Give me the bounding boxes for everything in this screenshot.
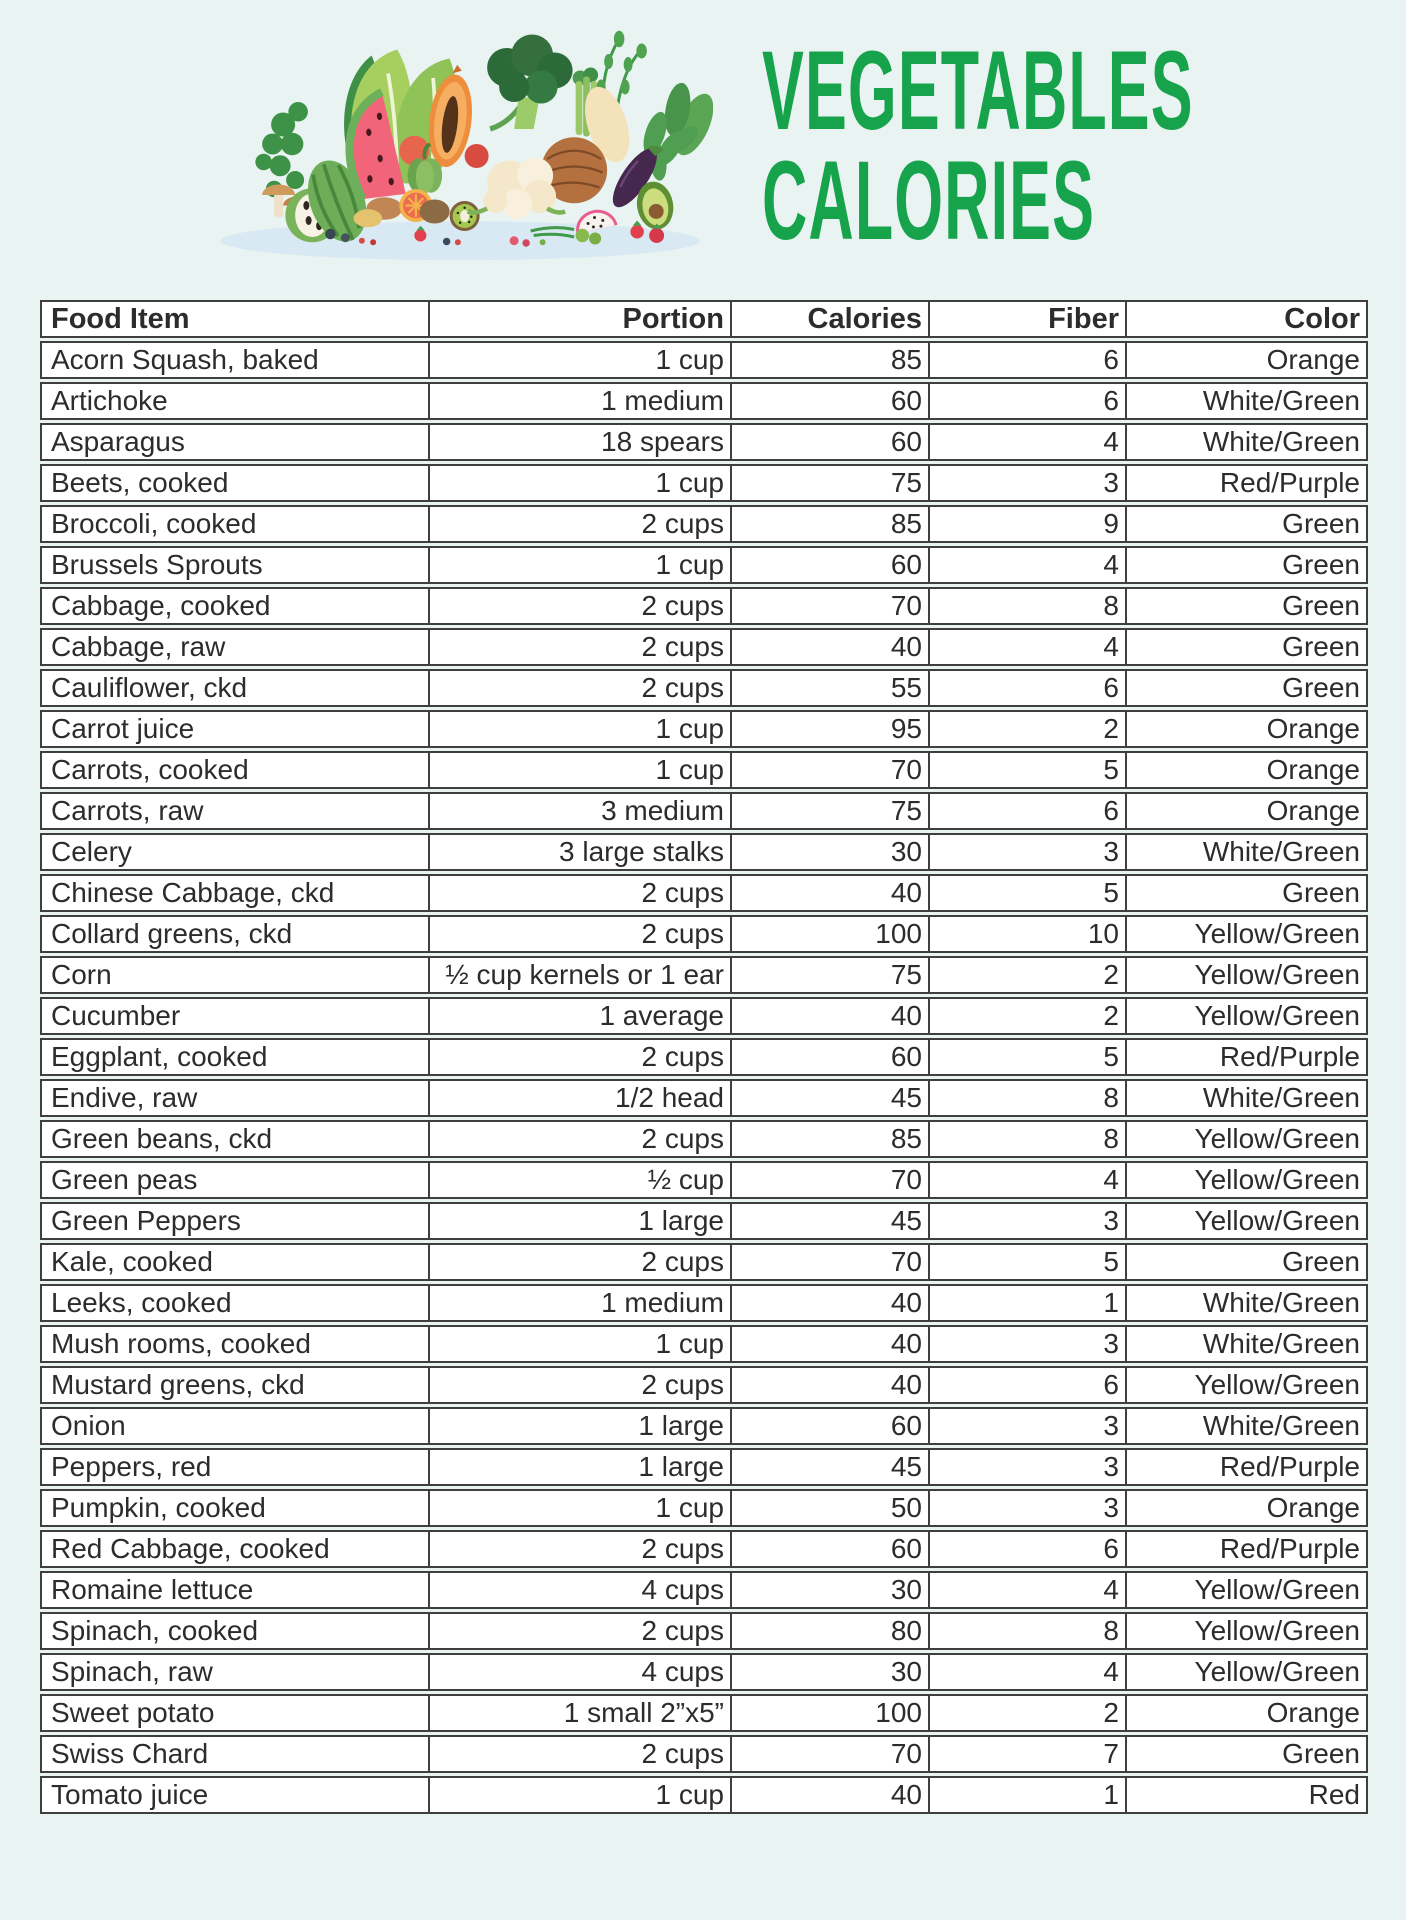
color-cell: Yellow/Green <box>1125 1204 1366 1238</box>
table-header-row <box>40 300 1368 338</box>
table-row <box>40 874 1368 912</box>
calories-cell: 70 <box>730 1163 928 1197</box>
fiber-cell: 3 <box>928 466 1125 500</box>
color-cell: Green <box>1125 671 1366 705</box>
color-cell: Yellow/Green <box>1125 1368 1366 1402</box>
table-row <box>40 1038 1368 1076</box>
calories-cell: 100 <box>730 917 928 951</box>
portion-cell: 1 cup <box>428 753 730 787</box>
table-row <box>40 1202 1368 1240</box>
calories-cell: 40 <box>730 1368 928 1402</box>
table-row <box>40 1284 1368 1322</box>
calories-cell: 80 <box>730 1614 928 1648</box>
fiber-cell: 3 <box>928 1327 1125 1361</box>
color-cell: White/Green <box>1125 1081 1366 1115</box>
food-item-cell: Carrots, raw <box>51 795 204 826</box>
color-cell: Red/Purple <box>1125 466 1366 500</box>
fiber-cell: 2 <box>928 999 1125 1033</box>
table-row <box>40 423 1368 461</box>
color-cell: Red/Purple <box>1125 1040 1366 1074</box>
table-row <box>40 1407 1368 1445</box>
fiber-cell: 4 <box>928 1163 1125 1197</box>
calories-cell: 75 <box>730 466 928 500</box>
portion-cell: 1 large <box>428 1450 730 1484</box>
food-item-cell: Beets, cooked <box>51 467 229 498</box>
color-cell: Red/Purple <box>1125 1532 1366 1566</box>
portion-cell: 2 cups <box>428 1532 730 1566</box>
food-item-cell: Green beans, ckd <box>51 1123 273 1154</box>
table-row <box>40 1161 1368 1199</box>
food-item-cell: Swiss Chard <box>51 1738 209 1769</box>
portion-cell: 1 cup <box>428 343 730 377</box>
color-cell: Yellow/Green <box>1125 958 1366 992</box>
table-row <box>40 1489 1368 1527</box>
food-item-cell: Chinese Cabbage, ckd <box>51 877 335 908</box>
portion-cell: 1 small 2”x5” <box>428 1696 730 1730</box>
portion-cell: 2 cups <box>428 1368 730 1402</box>
calories-cell: 30 <box>730 835 928 869</box>
color-cell: Orange <box>1125 712 1366 746</box>
food-item-cell: Asparagus <box>51 426 185 457</box>
color-cell: White/Green <box>1125 425 1366 459</box>
food-item-cell: Romaine lettuce <box>51 1574 254 1605</box>
portion-cell: ½ cup kernels or 1 ear <box>428 958 730 992</box>
calories-cell: 60 <box>730 1040 928 1074</box>
fiber-cell: 8 <box>928 1614 1125 1648</box>
table-row <box>40 1530 1368 1568</box>
food-item-cell: Kale, cooked <box>51 1246 213 1277</box>
color-cell: Yellow/Green <box>1125 999 1366 1033</box>
fiber-cell: 6 <box>928 1368 1125 1402</box>
color-cell: Yellow/Green <box>1125 1614 1366 1648</box>
color-cell: White/Green <box>1125 1327 1366 1361</box>
color-cell: Orange <box>1125 794 1366 828</box>
fiber-cell: 4 <box>928 630 1125 664</box>
table-row <box>40 505 1368 543</box>
food-item-cell: Eggplant, cooked <box>51 1041 268 1072</box>
title-line-2: CALORIES <box>762 138 1096 263</box>
fiber-cell: 2 <box>928 1696 1125 1730</box>
calories-cell: 75 <box>730 794 928 828</box>
table-row <box>40 1243 1368 1281</box>
color-cell: Yellow/Green <box>1125 1163 1366 1197</box>
fiber-cell: 3 <box>928 835 1125 869</box>
color-cell: Orange <box>1125 1696 1366 1730</box>
fiber-cell: 6 <box>928 671 1125 705</box>
food-item-cell: Brussels Sprouts <box>51 549 263 580</box>
fiber-cell: 2 <box>928 958 1125 992</box>
table-row <box>40 341 1368 379</box>
column-header-portion: Portion <box>428 302 730 336</box>
portion-cell: 1 cup <box>428 1778 730 1812</box>
calories-cell: 75 <box>730 958 928 992</box>
portion-cell: 2 cups <box>428 1040 730 1074</box>
portion-cell: 1 medium <box>428 1286 730 1320</box>
portion-cell: 2 cups <box>428 1245 730 1279</box>
portion-cell: 2 cups <box>428 876 730 910</box>
table-row <box>40 956 1368 994</box>
calories-cell: 60 <box>730 384 928 418</box>
table-row <box>40 382 1368 420</box>
column-header-color: Color <box>1125 302 1366 336</box>
calories-cell: 70 <box>730 1737 928 1771</box>
fiber-cell: 4 <box>928 1655 1125 1689</box>
fiber-cell: 4 <box>928 1573 1125 1607</box>
portion-cell: 2 cups <box>428 1614 730 1648</box>
color-cell: Yellow/Green <box>1125 917 1366 951</box>
portion-cell: 3 large stalks <box>428 835 730 869</box>
calories-cell: 60 <box>730 548 928 582</box>
calories-cell: 30 <box>730 1655 928 1689</box>
portion-cell: 1 average <box>428 999 730 1033</box>
fiber-cell: 3 <box>928 1491 1125 1525</box>
fiber-cell: 9 <box>928 507 1125 541</box>
fiber-cell: 8 <box>928 1122 1125 1156</box>
calories-cell: 85 <box>730 507 928 541</box>
portion-cell: 3 medium <box>428 794 730 828</box>
color-cell: Red <box>1125 1778 1366 1812</box>
portion-cell: 4 cups <box>428 1655 730 1689</box>
fiber-cell: 6 <box>928 1532 1125 1566</box>
color-cell: Green <box>1125 630 1366 664</box>
fiber-cell: 8 <box>928 589 1125 623</box>
calories-cell: 55 <box>730 671 928 705</box>
fiber-cell: 4 <box>928 425 1125 459</box>
calories-cell: 50 <box>730 1491 928 1525</box>
table-row <box>40 915 1368 953</box>
table-row <box>40 1776 1368 1814</box>
portion-cell: ½ cup <box>428 1163 730 1197</box>
table-row <box>40 628 1368 666</box>
calories-cell: 85 <box>730 343 928 377</box>
table-body <box>40 341 1368 1814</box>
color-cell: Red/Purple <box>1125 1450 1366 1484</box>
color-cell: Orange <box>1125 1491 1366 1525</box>
fiber-cell: 6 <box>928 384 1125 418</box>
food-item-cell: Spinach, raw <box>51 1656 213 1687</box>
calories-cell: 40 <box>730 1286 928 1320</box>
color-cell: Green <box>1125 589 1366 623</box>
table-row <box>40 1735 1368 1773</box>
calories-table <box>40 300 1368 1814</box>
calories-cell: 60 <box>730 1532 928 1566</box>
portion-cell: 1 cup <box>428 712 730 746</box>
calories-cell: 30 <box>730 1573 928 1607</box>
fiber-cell: 8 <box>928 1081 1125 1115</box>
vegetables-fruits-cluster-icon <box>208 12 713 264</box>
column-header-food-item: Food Item <box>51 303 190 335</box>
table-row <box>40 710 1368 748</box>
food-item-cell: Cabbage, cooked <box>51 590 271 621</box>
table-row <box>40 587 1368 625</box>
color-cell: Green <box>1125 1737 1366 1771</box>
fiber-cell: 5 <box>928 753 1125 787</box>
calories-cell: 40 <box>730 630 928 664</box>
color-cell: Orange <box>1125 753 1366 787</box>
column-header-fiber: Fiber <box>928 302 1125 336</box>
portion-cell: 4 cups <box>428 1573 730 1607</box>
color-cell: Green <box>1125 548 1366 582</box>
color-cell: Green <box>1125 1245 1366 1279</box>
portion-cell: 1 cup <box>428 466 730 500</box>
fiber-cell: 5 <box>928 1245 1125 1279</box>
fiber-cell: 1 <box>928 1286 1125 1320</box>
column-header-calories: Calories <box>730 302 928 336</box>
table-row <box>40 1448 1368 1486</box>
fiber-cell: 3 <box>928 1450 1125 1484</box>
table-row <box>40 751 1368 789</box>
fiber-cell: 1 <box>928 1778 1125 1812</box>
calories-cell: 70 <box>730 753 928 787</box>
fiber-cell: 3 <box>928 1409 1125 1443</box>
food-item-cell: Onion <box>51 1410 126 1441</box>
food-item-cell: Cucumber <box>51 1000 181 1031</box>
food-item-cell: Pumpkin, cooked <box>51 1492 266 1523</box>
portion-cell: 2 cups <box>428 1122 730 1156</box>
calories-cell: 95 <box>730 712 928 746</box>
calories-cell: 45 <box>730 1204 928 1238</box>
fiber-cell: 5 <box>928 876 1125 910</box>
fiber-cell: 6 <box>928 343 1125 377</box>
table-row <box>40 1612 1368 1650</box>
fiber-cell: 5 <box>928 1040 1125 1074</box>
page-title <box>762 28 1406 263</box>
color-cell: Yellow/Green <box>1125 1655 1366 1689</box>
food-item-cell: Mustard greens, ckd <box>51 1369 305 1400</box>
food-item-cell: Carrot juice <box>51 713 195 744</box>
color-cell: Yellow/Green <box>1125 1573 1366 1607</box>
calories-cell: 40 <box>730 999 928 1033</box>
food-item-cell: Endive, raw <box>51 1082 198 1113</box>
portion-cell: 1 medium <box>428 384 730 418</box>
fiber-cell: 3 <box>928 1204 1125 1238</box>
table-row <box>40 546 1368 584</box>
calories-cell: 70 <box>730 589 928 623</box>
portion-cell: 1/2 head <box>428 1081 730 1115</box>
portion-cell: 18 spears <box>428 425 730 459</box>
table-row <box>40 1571 1368 1609</box>
food-item-cell: Red Cabbage, cooked <box>51 1533 330 1564</box>
color-cell: White/Green <box>1125 1286 1366 1320</box>
calories-cell: 100 <box>730 1696 928 1730</box>
food-item-cell: Cauliflower, ckd <box>51 672 248 703</box>
portion-cell: 1 cup <box>428 1491 730 1525</box>
food-item-cell: Collard greens, ckd <box>51 918 293 949</box>
color-cell: White/Green <box>1125 1409 1366 1443</box>
portion-cell: 2 cups <box>428 917 730 951</box>
color-cell: Green <box>1125 876 1366 910</box>
portion-cell: 1 cup <box>428 548 730 582</box>
calories-cell: 70 <box>730 1245 928 1279</box>
calories-cell: 45 <box>730 1450 928 1484</box>
food-item-cell: Corn <box>51 959 112 990</box>
food-item-cell: Tomato juice <box>51 1779 209 1810</box>
calories-cell: 40 <box>730 1327 928 1361</box>
portion-cell: 1 large <box>428 1204 730 1238</box>
food-item-cell: Spinach, cooked <box>51 1615 259 1646</box>
color-cell: White/Green <box>1125 384 1366 418</box>
portion-cell: 1 large <box>428 1409 730 1443</box>
food-item-cell: Broccoli, cooked <box>51 508 257 539</box>
portion-cell: 2 cups <box>428 630 730 664</box>
portion-cell: 2 cups <box>428 507 730 541</box>
table-row <box>40 792 1368 830</box>
calories-cell: 40 <box>730 876 928 910</box>
food-item-cell: Celery <box>51 836 132 867</box>
portion-cell: 2 cups <box>428 671 730 705</box>
fiber-cell: 4 <box>928 548 1125 582</box>
calories-cell: 45 <box>730 1081 928 1115</box>
table-row <box>40 1366 1368 1404</box>
calories-cell: 85 <box>730 1122 928 1156</box>
table-row <box>40 1694 1368 1732</box>
table-row <box>40 1120 1368 1158</box>
portion-cell: 2 cups <box>428 589 730 623</box>
table-row <box>40 1653 1368 1691</box>
color-cell: White/Green <box>1125 835 1366 869</box>
food-item-cell: Cabbage, raw <box>51 631 226 662</box>
fiber-cell: 6 <box>928 794 1125 828</box>
fiber-cell: 10 <box>928 917 1125 951</box>
food-item-cell: Leeks, cooked <box>51 1287 232 1318</box>
fiber-cell: 2 <box>928 712 1125 746</box>
food-item-cell: Green peas <box>51 1164 198 1195</box>
table-row <box>40 1079 1368 1117</box>
portion-cell: 1 cup <box>428 1327 730 1361</box>
table-row <box>40 833 1368 871</box>
food-item-cell: Peppers, red <box>51 1451 212 1482</box>
color-cell: Green <box>1125 507 1366 541</box>
fiber-cell: 7 <box>928 1737 1125 1771</box>
food-item-cell: Green Peppers <box>51 1205 241 1236</box>
calories-cell: 60 <box>730 425 928 459</box>
table-row <box>40 464 1368 502</box>
food-item-cell: Mush rooms, cooked <box>51 1328 311 1359</box>
portion-cell: 2 cups <box>428 1737 730 1771</box>
table-row <box>40 997 1368 1035</box>
food-item-cell: Carrots, cooked <box>51 754 249 785</box>
calories-cell: 60 <box>730 1409 928 1443</box>
table-row <box>40 1325 1368 1363</box>
title-line-1: VEGETABLES <box>762 28 1194 153</box>
table-row <box>40 669 1368 707</box>
calories-cell: 40 <box>730 1778 928 1812</box>
color-cell: Orange <box>1125 343 1366 377</box>
food-item-cell: Acorn Squash, baked <box>51 344 319 375</box>
color-cell: Yellow/Green <box>1125 1122 1366 1156</box>
food-item-cell: Sweet potato <box>51 1697 215 1728</box>
food-item-cell: Artichoke <box>51 385 168 416</box>
